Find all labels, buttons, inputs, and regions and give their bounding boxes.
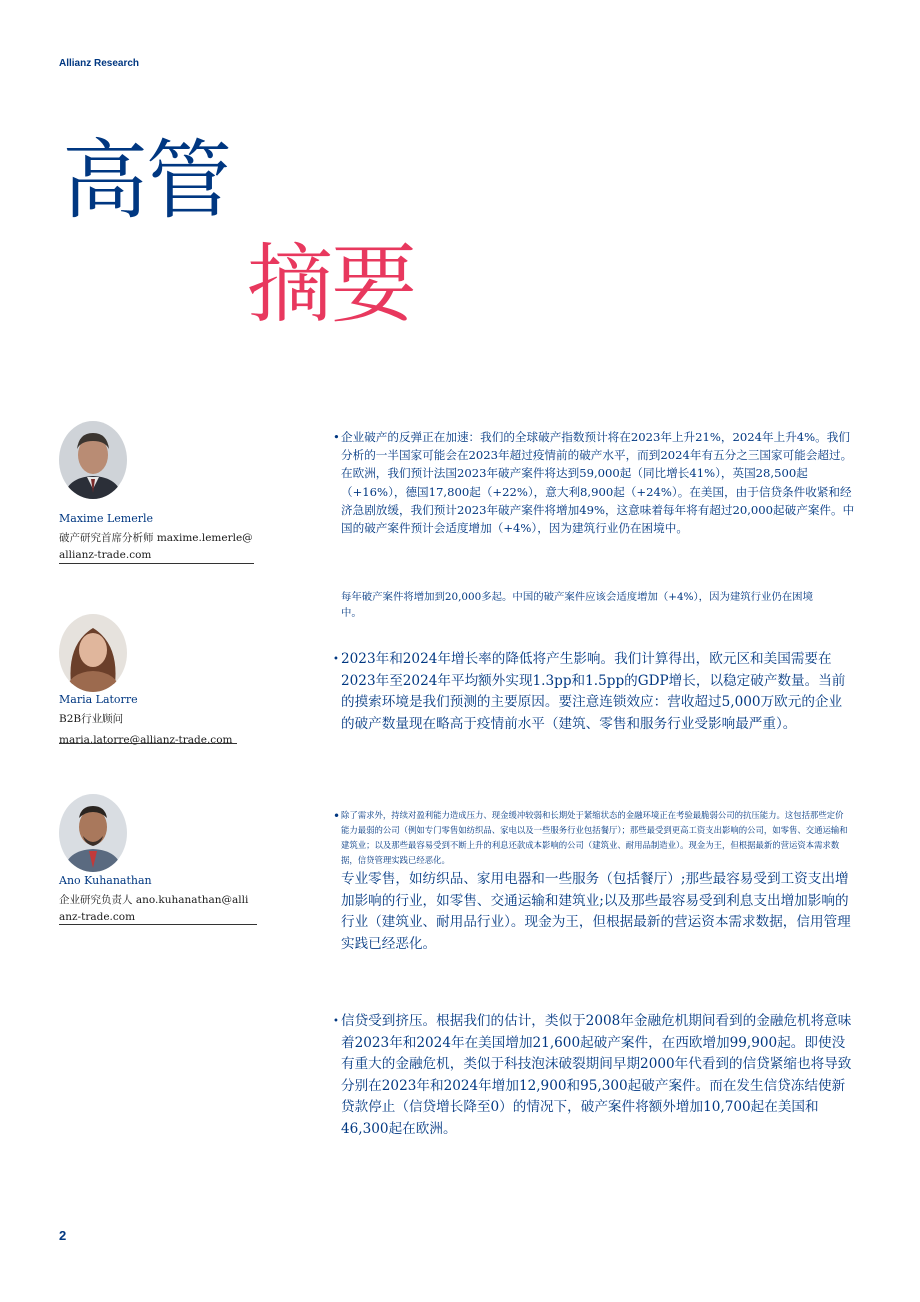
portrait-photo	[59, 421, 127, 499]
author-role	[59, 711, 259, 728]
avatar-maxime-lemerle	[59, 421, 127, 499]
bullet-dot-icon: •	[333, 1016, 339, 1027]
bullet-sector-paragraph: 专业零售，如纺织品、家用电器和一些服务（包括餐厅）;那些最容易受到工资支出增加影响的行业，如零售、交通运输和建筑业;以及那些最容易受到利息支出增加影响的行业（建筑业、耐用品行业）。现金为王，但根据最新的营运资本需求数据，信用管理实践已经恶化。	[341, 871, 851, 952]
bullet-note: 每年破产案件将增加到20,000多起。中国的破产案件应该会适度增加（+4%），因为建筑行业仍在困境中。	[341, 591, 813, 619]
header-label: Allianz Research	[59, 58, 140, 69]
author-role-line: 破产研究首席分析师 maxime.lemerle@	[59, 532, 253, 544]
bullet-dot-icon: •	[333, 654, 339, 665]
bullet-text: 企业破产的反弹正在加速：我们的全球破产指数预计将在2023年上升21%，2024年上升4%。我们分析的一半国家可能会在2023年超过疫情前的破产水平，而到2024年有五分之三国家可能会超过。在欧洲，我们预计法国2023年破产案件将达到59,000起（同比增长41%），英国28,500起（+16%），德国17,800起（+22%），意大利8,900起（+24%）。在美国，由于信贷条件收紧和经济急剧放缓，我们预计2023年破产案件将增加49%，这意味着每年将有超过20,000起破产案件。中国的破产案件预计会适度增加（+4%），因为建筑行业仍在困境中。	[341, 430, 855, 536]
bullet-credit-squeeze	[333, 1011, 855, 1140]
bullet-profitability-pressure	[333, 808, 848, 868]
author-name: Maria Latorre	[59, 693, 138, 706]
bullet-text: 2023年和2024年增长率的降低将产生影响。我们计算得出，欧元区和美国需要在2023年至2024年平均额外实现1.3pp和1.5pp的GDP增长，以稳定破产数量。当前的摸索环境是我们预测的主要原因。要注意连锁效应：营收超过5,000万欧元的企业的破产数量现在略高于疫情前水平（建筑、零售和服务行业受影响最严重）。	[341, 651, 846, 732]
title-line-1: 高管	[62, 131, 230, 231]
bullet-text: 除了需求外，持续对盈利能力造成压力、现金缓冲较弱和长期处于紧缩状态的金融环境正在考验最脆弱公司的抗压能力。这包括那些定价能力最弱的公司（例如专门零售如纺织品、家电以及一些服务行业包括餐厅）；那些最受到更高工资支出影响的公司，如零售、交通运输和建筑业；以及那些最容易受到不断上升的利息还款成本影响的公司（建筑业、耐用品制造业）。现金为王，但根据最新的营运资本需求数据，信贷管理实践已经恶化。	[341, 810, 848, 865]
avatar-maria-latorre	[59, 614, 127, 692]
bullet-text: 信贷受到挤压。根据我们的估计，类似于2008年金融危机期间看到的金融危机将意味着2023年和2024年在美国增加21,600起破产案件，在西欧增加99,900起。即使没有重大的金融危机，类似于科技泡沫破裂期间早期2000年代看到的信贷紧缩也将导致分别在2023年和2024年增加12,900和95,300起破产案件。而在发生信贷冻结使新贷款停止（信贷增长降至0）的情况下，破产案件将额外增加10,700起在美国和46,300起在欧洲。	[341, 1013, 852, 1137]
bullet-growth-impact	[333, 649, 855, 735]
author-role-line: 企业研究负责人 ano.kuhanathan@alli	[59, 894, 249, 906]
author-divider	[59, 924, 257, 925]
page-number: 2	[59, 1228, 67, 1243]
author-name: Maxime Lemerle	[59, 512, 154, 525]
portrait-photo	[59, 614, 127, 692]
portrait-photo	[59, 794, 127, 872]
author-email-link[interactable]: maria.latorre@allianz-trade.com	[59, 734, 233, 746]
title-line-2: 摘要	[247, 235, 415, 335]
author-role	[59, 892, 259, 926]
bullet-insolvency-rebound	[333, 428, 855, 537]
author-role	[59, 530, 259, 564]
author-email[interactable]	[59, 732, 259, 749]
author-divider	[59, 563, 254, 564]
author-role-line: B2B行业顾问	[59, 713, 124, 725]
author-divider	[59, 743, 237, 744]
author-role-line: anz-trade.com	[59, 911, 136, 923]
bullet-dot-icon: •	[333, 809, 341, 823]
bullet-dot-icon: •	[333, 430, 340, 444]
avatar-ano-kuhanathan	[59, 794, 127, 872]
author-role-line: allianz-trade.com	[59, 549, 152, 561]
author-name: Ano Kuhanathan	[59, 874, 152, 887]
